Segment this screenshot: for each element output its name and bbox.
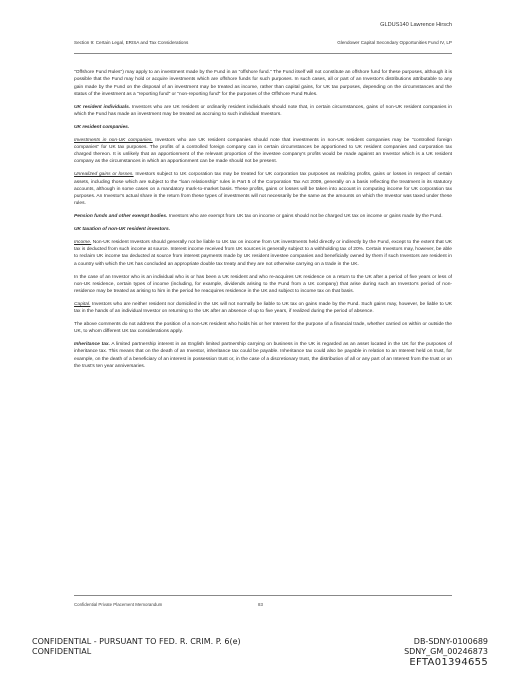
header-section-title: Section 9: Certain Legal, ERISA and Tax Considerations	[74, 40, 189, 45]
subheading-income: Income.	[74, 239, 92, 245]
paragraph-unrealized-gains	[74, 171, 452, 207]
subheading-uk-resident-individuals: UK resident individuals.	[74, 104, 131, 110]
paragraph-offshore-fund-rules: "Offshore Fund Rules") may apply to an investment made by the Fund in an "offshore fund." The Fund itself will not constitute an offshore fund for these purposes, although it is possible that the Fund may hold or acquire investments which are offshore funds for such purposes. In such cases, all or part of an Investor's distributions attributable to any gain made by the Fund on the disposal of an investment may be treated as income, rather than capital gains, for UK tax purposes, depending on the circumstances and the status of the investment as a "reporting fund" or "non-reporting fund" for the purposes of the Offshore Fund Rules.	[74, 70, 452, 97]
body-text	[74, 69, 452, 376]
paragraph-financial-trade: The above comments do not address the position of a non-UK resident who holds his or her Interest for the purpose of a financial trade, whether carried on within or outside the UK, to whom different UK tax considerations apply.	[74, 322, 452, 335]
paragraph-pension-funds	[74, 213, 452, 220]
confidential-line-1: CONFIDENTIAL - PURSUANT TO FED. R. CRIM. P. 6(e)	[32, 637, 241, 646]
confidential-line-2: CONFIDENTIAL	[32, 647, 92, 656]
header-divider	[74, 53, 452, 54]
footer-divider	[74, 595, 452, 596]
bates-number-3: EFTA01394655	[409, 657, 488, 668]
paragraph-text: Investors who are UK resident or ordinarily resident individuals should note that, in certain circumstances, gains of non-UK resident companies in which the Fund has made an investment may be treated as accruing to such individual Investors.	[74, 104, 452, 117]
paragraph-text: Investors who are exempt from UK tax on income or gains should not be charged UK tax on income or gains made by the Fund.	[167, 214, 443, 220]
subheading-inheritance-tax: Inheritance tax.	[74, 342, 110, 348]
subheading-capital: Capital.	[74, 301, 91, 307]
document-id: GLDUS140 Lawrence Hirsch	[380, 22, 452, 28]
confidential-stamp	[32, 637, 241, 657]
paragraph-capital	[74, 301, 452, 316]
bates-stamp	[404, 637, 488, 669]
paragraph-inheritance-tax	[74, 341, 452, 370]
paragraph-investments-non-uk	[74, 137, 452, 166]
paragraph-text: A limited partnership interest in an English limited partnership carrying on business in the UK is regarded as an asset located in the UK for the purposes of inheritance tax. This means that on the death of an Investor, inheritance tax could be payable. Inheritance tax could also be payable in relation to an Interest held on trust, for example, on the death of a beneficiary of an interest in possession trust or, in the case of a discretionary trust, the distribution of all or any part of an Interest from the trust or on the trust's ten year anniversaries.	[74, 342, 452, 369]
paragraph-text: Investors who are neither resident nor domiciled in the UK will not normally be liable to UK tax on gains made by the Fund. Such gains may, however, be liable to UK tax in the hands of an individual Investor on returning to the UK after an absence of up to five years, if realized during the period of absence.	[74, 301, 452, 315]
subheading-investments-non-uk: Investments in non-UK companies.	[74, 137, 153, 143]
subheading-unrealized-gains: Unrealized gains or losses.	[74, 172, 134, 178]
heading-uk-resident-companies: UK resident companies.	[74, 124, 130, 130]
paragraph-reacquired-residence: In the case of an Investor who is an individual who is or has been a UK resident and who re-acquires UK residence on a return to the UK after a period of five years or less of non-UK residence, certain types of income (including, for example, dividends arising to the Fund from a UK company) that arise during such an Investor's period of non-residence may be treated as arising to him in the period he reacquires residence in the UK and subject to income tax on that basis.	[74, 274, 452, 295]
paragraph-text: Investors subject to UK corporation tax may be treated for UK corporation tax purposes as realizing profits, gains or losses in respect of certain assets, including those which are subject to the "loan relationship" rules in Part 5 of the Corporation Tax Act 2009, generally on a basis reflecting the treatment in its statutory accounts, although in some cases on a mandatory mark-to-market basis. These profits, gains or losses will be taken into account in computing income for UK corporation tax purposes. An Investor's actual share in the return from these types of investments will not necessarily be the same as the amounts on which the Investor was taxed under these rules.	[74, 172, 452, 207]
heading-non-uk-investors: UK taxation of non-UK resident investors.	[74, 227, 171, 233]
paragraph-text: Non-UK resident Investors should generally not be liable to UK tax on income from UK investments held directly or indirectly by the Fund, except to the extent that UK tax is deducted from such income at source. Interest income received from UK sources is generally subject to a withholding tax of 20%. Certain Investors may, however, be able to reclaim UK income tax deducted at source from interest payments made by UK resident investee companies and beneficially owned by them if such Investors are resident in a country with which the UK has concluded an appropriate double tax treaty and they are not otherwise carrying on a trade in the UK.	[74, 239, 452, 267]
paragraph-text: Investors who are UK resident companies should note that investments in non-UK resident companies may be "controlled foreign companies" for UK tax purposes. The profits of a controlled foreign company can in certain circumstances be apportioned to UK resident companies and corporation tax charged thereon. It is unlikely that an apportionment of the relevant proportion of the investee company's profits would be made against an Investor which is a UK resident company as the circumstances in which an apportionment can be made should not be present.	[74, 137, 452, 165]
paragraph-income	[74, 239, 452, 268]
paragraph-uk-resident-individuals	[74, 104, 452, 119]
page-header	[74, 40, 452, 45]
bates-number-1: DB-SDNY-0100689	[413, 637, 488, 646]
subheading-pension-funds: Pension funds and other exempt bodies.	[74, 214, 168, 220]
header-fund-name: Glendower Capital Secondary Opportunities Fund IV, LP	[337, 40, 452, 45]
bates-number-2: SDNY_GM_00246873	[404, 647, 488, 656]
footer-memorandum-label: Confidential Private Placement Memorandum	[74, 602, 163, 607]
page-number: 83	[258, 602, 263, 607]
